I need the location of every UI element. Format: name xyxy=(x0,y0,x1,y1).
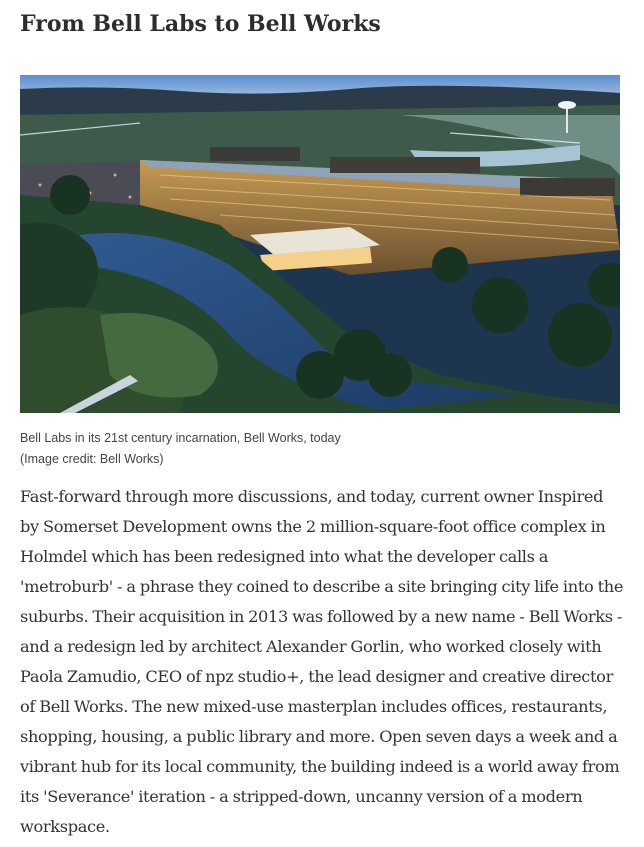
article-paragraph: Fast-forward through more discussions, and today, current owner Inspired by Somerset Development owns the 2 million-square-foot office complex in Holmdel which has been redesigned into what the developer calls a 'metroburb' - a phrase they coined to describe a site bringing city life into the suburbs. Their acquisition in 2013 was followed by a new name - Bell Works - and a redesign led by architect Alexander Gorlin, who worked closely with Paola Zamudio, CEO of npz studio+, the lead designer and creative director of Bell Works. The new mixed-use masterplan includes offices, restaurants, shopping, housing, a public library and more. Open seven days a week and a vibrant hub for its local community, the building indeed is a world away from its 'Severance' iteration - a stripped-down, uncanny version of a modern workspace. xyxy=(20,487,624,836)
photo-caption xyxy=(20,428,620,470)
article-photo xyxy=(20,75,620,413)
caption-text: Bell Labs in its 21st century incarnation, Bell Works, today xyxy=(20,431,341,445)
image-credit: (Image credit: Bell Works) xyxy=(20,452,164,466)
section-heading: From Bell Labs to Bell Works xyxy=(20,11,381,37)
